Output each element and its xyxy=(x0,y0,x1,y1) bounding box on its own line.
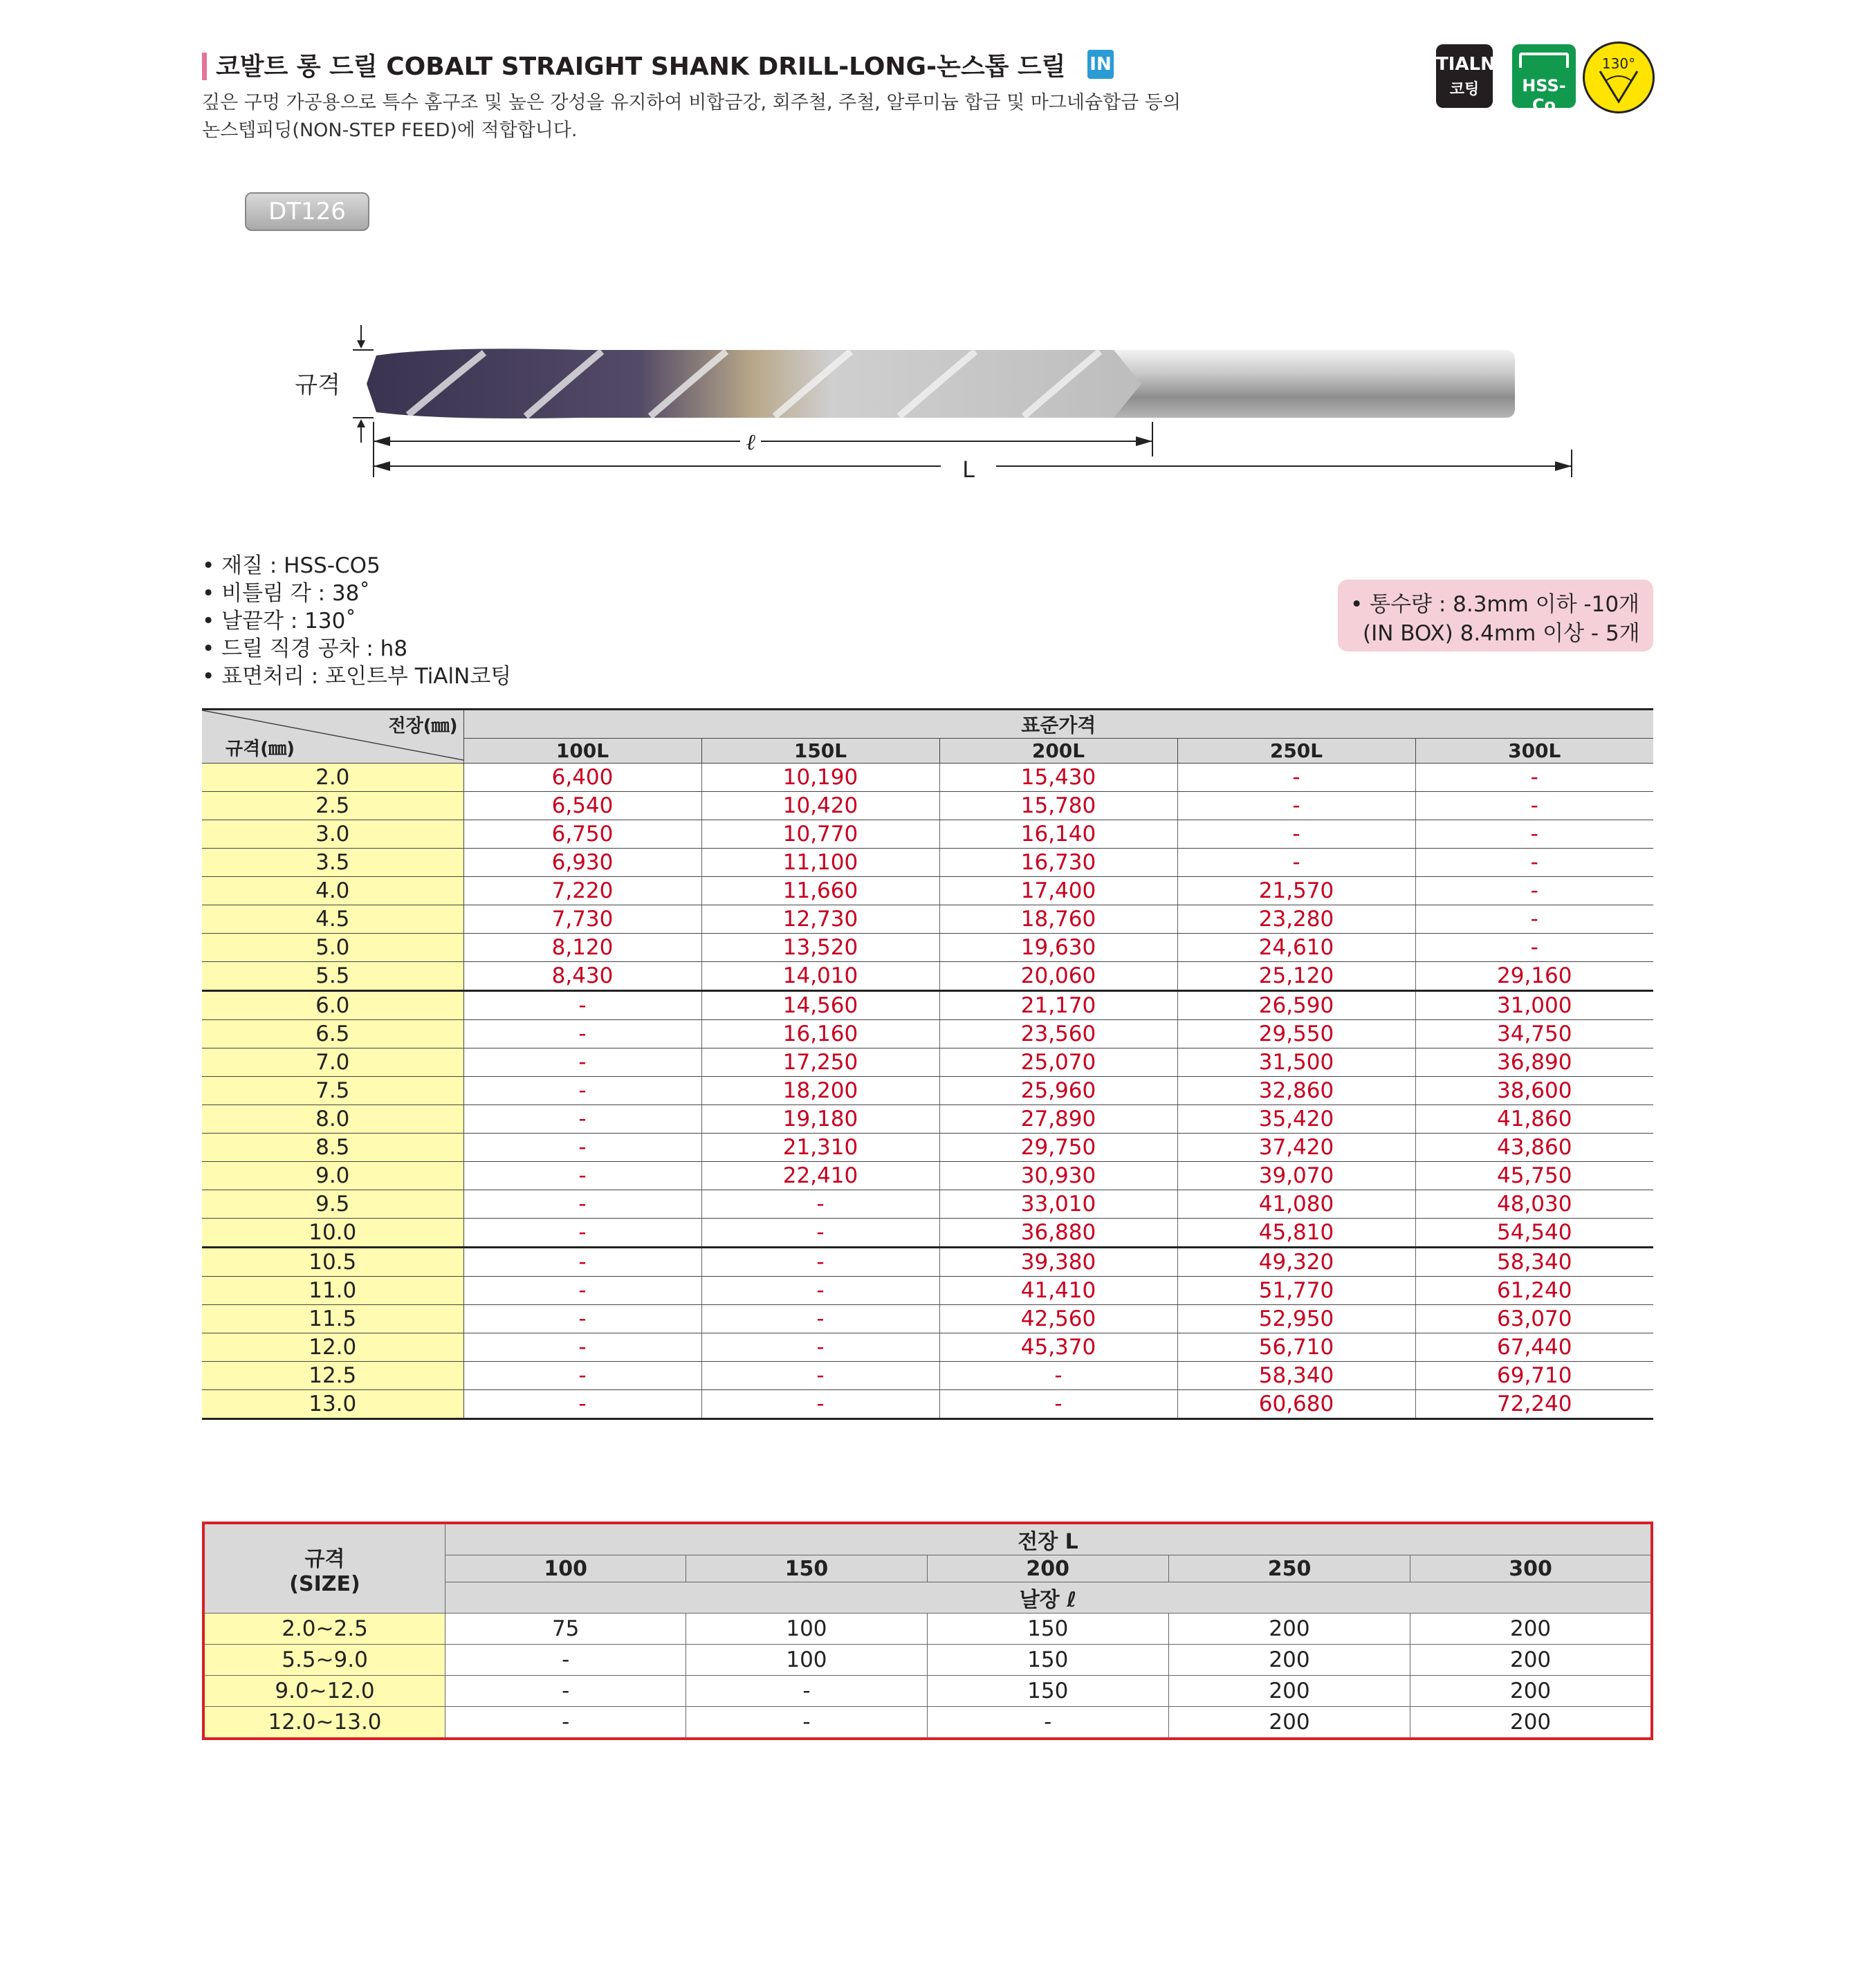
table-row xyxy=(202,1105,1653,1134)
price-cell: 10,420 xyxy=(701,792,939,820)
price-cell: - xyxy=(1415,905,1653,934)
length-column-header: 100 xyxy=(445,1555,686,1582)
table-row xyxy=(202,820,1653,849)
title-accent-bar xyxy=(202,53,207,80)
price-cell: 25,120 xyxy=(1177,962,1415,991)
price-cell: 16,730 xyxy=(939,849,1177,877)
length-table xyxy=(202,1522,1653,1740)
price-cell: - xyxy=(1415,877,1653,905)
spec-tolerance: • 드릴 직경 공차 : h8 xyxy=(202,636,408,661)
corner-length-label: 전장(㎜) xyxy=(388,716,458,737)
size-cell: 12.0 xyxy=(202,1333,463,1362)
packing-line-1: • 통수량 : 8.3mm 이하 -10개 xyxy=(1350,592,1640,617)
price-cell: 34,750 xyxy=(1415,1020,1653,1048)
size-cell: 2.5 xyxy=(202,792,463,820)
standard-price-header: 표준가격 xyxy=(463,710,1653,739)
table-row xyxy=(203,1614,1652,1645)
flute-length-cell: 100 xyxy=(686,1645,927,1676)
price-cell: 60,680 xyxy=(1177,1390,1415,1419)
price-column-header: 300L xyxy=(1415,739,1653,764)
price-cell: 29,750 xyxy=(939,1134,1177,1162)
table-row xyxy=(202,1277,1653,1305)
table-row xyxy=(203,1676,1652,1707)
flute-length-header: 날장 ℓ xyxy=(445,1582,1652,1614)
flute-length-label: ℓ xyxy=(746,429,755,455)
price-cell: 15,780 xyxy=(939,792,1177,820)
flute-length-cell: - xyxy=(686,1676,927,1707)
price-cell: - xyxy=(1177,792,1415,820)
product-code-tag: DT126 xyxy=(245,192,369,231)
flute-length-cell: 200 xyxy=(1410,1707,1652,1739)
flute-length-cell: 150 xyxy=(927,1614,1168,1645)
price-cell: 72,240 xyxy=(1415,1390,1653,1419)
table-row xyxy=(202,877,1653,905)
price-cell: - xyxy=(463,1333,701,1362)
price-cell: - xyxy=(463,1219,701,1248)
length-column-header: 250 xyxy=(1168,1555,1410,1582)
price-cell: 39,380 xyxy=(939,1248,1177,1277)
price-cell: 10,190 xyxy=(701,764,939,792)
size-cell: 6.0 xyxy=(202,991,463,1020)
price-cell: 27,890 xyxy=(939,1105,1177,1134)
price-cell: 14,560 xyxy=(701,991,939,1020)
size-cell: 3.5 xyxy=(202,849,463,877)
price-cell: - xyxy=(463,1134,701,1162)
page-title: 코발트 롱 드릴 COBALT STRAIGHT SHANK DRILL-LONG-논스톱 드릴 xyxy=(216,53,1066,81)
flute-length-cell: 200 xyxy=(1410,1676,1652,1707)
price-cell: 58,340 xyxy=(1415,1248,1653,1277)
price-cell: - xyxy=(1415,820,1653,849)
price-cell: 8,120 xyxy=(463,934,701,962)
size-cell: 9.5 xyxy=(202,1190,463,1219)
price-cell: 31,000 xyxy=(1415,991,1653,1020)
size-header-korean: 규격 xyxy=(304,1546,345,1571)
price-cell: - xyxy=(1415,792,1653,820)
corner-size-label: 규격(㎜) xyxy=(226,739,295,759)
size-cell: 11.5 xyxy=(202,1305,463,1333)
size-cell: 12.5 xyxy=(202,1362,463,1390)
price-cell: - xyxy=(1415,849,1653,877)
spec-surface: • 표면처리 : 포인트부 TiAlN코팅 xyxy=(202,664,512,689)
angle-label: 130° xyxy=(1601,55,1636,72)
total-length-header: 전장 L xyxy=(445,1523,1652,1555)
size-cell: 10.5 xyxy=(202,1248,463,1277)
flute-length-cell: 200 xyxy=(1168,1645,1410,1676)
size-cell: 11.0 xyxy=(202,1277,463,1305)
price-cell: 26,590 xyxy=(1177,991,1415,1020)
table-row xyxy=(202,1305,1653,1333)
price-cell: - xyxy=(701,1190,939,1219)
price-cell: 23,280 xyxy=(1177,905,1415,934)
table-row xyxy=(202,991,1653,1020)
price-cell: 17,250 xyxy=(701,1048,939,1077)
size-cell: 9.0 xyxy=(202,1162,463,1190)
price-cell: - xyxy=(463,1390,701,1419)
description-line-2: 논스텝피딩(NON-STEP FEED)에 적합합니다. xyxy=(202,120,578,141)
price-cell: 23,560 xyxy=(939,1020,1177,1048)
drill-body xyxy=(367,349,1141,418)
price-cell: - xyxy=(701,1219,939,1248)
price-cell: 14,010 xyxy=(701,962,939,991)
price-cell: 13,520 xyxy=(701,934,939,962)
price-cell: 30,930 xyxy=(939,1162,1177,1190)
size-cell: 3.0 xyxy=(202,820,463,849)
price-cell: 6,540 xyxy=(463,792,701,820)
price-cell: 42,560 xyxy=(939,1305,1177,1333)
price-cell: 22,410 xyxy=(701,1162,939,1190)
price-cell: 63,070 xyxy=(1415,1305,1653,1333)
price-column-header: 200L xyxy=(939,739,1177,764)
price-cell: - xyxy=(463,1248,701,1277)
price-cell: - xyxy=(463,1048,701,1077)
drill-shank xyxy=(1107,350,1515,418)
price-cell: 37,420 xyxy=(1177,1134,1415,1162)
price-cell: - xyxy=(1177,764,1415,792)
diameter-label: 규격 xyxy=(295,371,340,399)
length-column-header: 300 xyxy=(1410,1555,1652,1582)
flute-length-cell: 150 xyxy=(927,1676,1168,1707)
price-cell: - xyxy=(701,1362,939,1390)
price-cell: - xyxy=(463,1020,701,1048)
table-row xyxy=(203,1707,1652,1739)
price-cell: 41,410 xyxy=(939,1277,1177,1305)
price-cell: 58,340 xyxy=(1177,1362,1415,1390)
price-cell: - xyxy=(463,1305,701,1333)
flute-length-cell: 200 xyxy=(1168,1676,1410,1707)
table-row xyxy=(202,962,1653,991)
length-column-header: 150 xyxy=(686,1555,927,1582)
price-cell: 7,220 xyxy=(463,877,701,905)
price-cell: 15,430 xyxy=(939,764,1177,792)
spec-point-angle: • 날끝각 : 130˚ xyxy=(202,609,356,634)
price-cell: 29,160 xyxy=(1415,962,1653,991)
price-cell: 54,540 xyxy=(1415,1219,1653,1248)
price-cell: 7,730 xyxy=(463,905,701,934)
price-cell: 67,440 xyxy=(1415,1333,1653,1362)
price-cell: - xyxy=(701,1333,939,1362)
table-row xyxy=(202,1077,1653,1105)
price-cell: 11,100 xyxy=(701,849,939,877)
size-cell: 8.5 xyxy=(202,1134,463,1162)
size-cell: 2.0 xyxy=(202,764,463,792)
table-row xyxy=(202,905,1653,934)
price-cell: - xyxy=(463,1362,701,1390)
tialn-coating-icon xyxy=(1436,44,1496,108)
price-cell: - xyxy=(701,1305,939,1333)
table-row xyxy=(202,1219,1653,1248)
price-cell: 43,860 xyxy=(1415,1134,1653,1162)
flute-length-cell: - xyxy=(445,1676,686,1707)
price-cell: 6,400 xyxy=(463,764,701,792)
flute-length-cell: 75 xyxy=(445,1614,686,1645)
size-cell: 10.0 xyxy=(202,1219,463,1248)
price-cell: 48,030 xyxy=(1415,1190,1653,1219)
price-cell: 21,310 xyxy=(701,1134,939,1162)
table-row xyxy=(202,1020,1653,1048)
table-row xyxy=(202,764,1653,792)
price-cell: 49,320 xyxy=(1177,1248,1415,1277)
price-cell: 69,710 xyxy=(1415,1362,1653,1390)
price-cell: 6,750 xyxy=(463,820,701,849)
flute-length-cell: - xyxy=(686,1707,927,1739)
price-cell: - xyxy=(463,1162,701,1190)
price-cell: 39,070 xyxy=(1177,1162,1415,1190)
size-header xyxy=(203,1523,445,1614)
table-row xyxy=(202,792,1653,820)
price-cell: 56,710 xyxy=(1177,1333,1415,1362)
price-cell: 11,660 xyxy=(701,877,939,905)
total-length-label: L xyxy=(962,456,975,483)
price-cell: 18,760 xyxy=(939,905,1177,934)
price-cell: 32,860 xyxy=(1177,1077,1415,1105)
size-range-cell: 12.0~13.0 xyxy=(203,1707,445,1739)
table-row xyxy=(202,1248,1653,1277)
flute-length-cell: 100 xyxy=(686,1614,927,1645)
price-cell: 25,070 xyxy=(939,1048,1177,1077)
price-cell: 25,960 xyxy=(939,1077,1177,1105)
drill-drawing xyxy=(295,318,1591,498)
price-cell: - xyxy=(463,1190,701,1219)
in-badge: IN xyxy=(1087,50,1114,79)
price-cell: 16,140 xyxy=(939,820,1177,849)
size-cell: 5.0 xyxy=(202,934,463,962)
flute-length-cell: - xyxy=(445,1707,686,1739)
length-column-header: 200 xyxy=(927,1555,1168,1582)
price-table-corner xyxy=(202,710,463,764)
table-row xyxy=(202,1190,1653,1219)
table-row xyxy=(203,1645,1652,1676)
price-table xyxy=(202,708,1653,1420)
price-cell: 21,170 xyxy=(939,991,1177,1020)
price-cell: 18,200 xyxy=(701,1077,939,1105)
price-cell: 20,060 xyxy=(939,962,1177,991)
table-row xyxy=(202,1134,1653,1162)
price-cell: 41,860 xyxy=(1415,1105,1653,1134)
price-cell: 24,610 xyxy=(1177,934,1415,962)
price-cell: - xyxy=(701,1277,939,1305)
price-cell: - xyxy=(1415,764,1653,792)
flute-length-cell: 200 xyxy=(1410,1614,1652,1645)
size-cell: 7.0 xyxy=(202,1048,463,1077)
size-cell: 5.5 xyxy=(202,962,463,991)
price-cell: 35,420 xyxy=(1177,1105,1415,1134)
packing-info xyxy=(1338,580,1653,651)
size-cell: 8.0 xyxy=(202,1105,463,1134)
price-cell: - xyxy=(1177,849,1415,877)
price-cell: 17,400 xyxy=(939,877,1177,905)
flute-length-cell: 200 xyxy=(1168,1614,1410,1645)
price-cell: 19,180 xyxy=(701,1105,939,1134)
flute-length-cell: 150 xyxy=(927,1645,1168,1676)
price-cell: 8,430 xyxy=(463,962,701,991)
coating-label: 코팅 xyxy=(1449,81,1480,98)
price-column-header: 100L xyxy=(463,739,701,764)
price-cell: 51,770 xyxy=(1177,1277,1415,1305)
table-row xyxy=(202,1390,1653,1419)
hss-co-icon xyxy=(1512,44,1576,115)
price-cell: 45,810 xyxy=(1177,1219,1415,1248)
table-row xyxy=(202,1048,1653,1077)
flute-length-cell: 200 xyxy=(1168,1707,1410,1739)
table-row xyxy=(202,1333,1653,1362)
table-row xyxy=(202,934,1653,962)
price-cell: 36,890 xyxy=(1415,1048,1653,1077)
price-cell: 38,600 xyxy=(1415,1077,1653,1105)
table-row xyxy=(202,1362,1653,1390)
price-cell: 52,950 xyxy=(1177,1305,1415,1333)
price-cell: - xyxy=(463,1277,701,1305)
size-range-cell: 9.0~12.0 xyxy=(203,1676,445,1707)
price-cell: 36,880 xyxy=(939,1219,1177,1248)
price-cell: 6,930 xyxy=(463,849,701,877)
price-cell: - xyxy=(701,1248,939,1277)
price-cell: - xyxy=(939,1390,1177,1419)
table-row xyxy=(202,1162,1653,1190)
price-cell: 33,010 xyxy=(939,1190,1177,1219)
size-cell: 4.5 xyxy=(202,905,463,934)
size-cell: 4.0 xyxy=(202,877,463,905)
price-cell: 21,570 xyxy=(1177,877,1415,905)
price-cell: 10,770 xyxy=(701,820,939,849)
spec-material: • 재질 : HSS-CO5 xyxy=(202,553,380,578)
flute-length-cell: - xyxy=(445,1645,686,1676)
price-cell: - xyxy=(1177,820,1415,849)
flute-length-cell: 200 xyxy=(1410,1645,1652,1676)
price-cell: - xyxy=(701,1390,939,1419)
description-line-1: 깊은 구멍 가공용으로 특수 홈구조 및 높은 강성을 유지하여 비합금강, 회주철, 주철, 알루미늄 합금 및 마그네슘합금 등의 xyxy=(202,92,1181,113)
hss-co-label: HSS-Co xyxy=(1522,76,1566,115)
price-cell: 12,730 xyxy=(701,905,939,934)
price-column-header: 150L xyxy=(701,739,939,764)
price-cell: - xyxy=(463,1077,701,1105)
price-cell: - xyxy=(463,1105,701,1134)
price-cell: 29,550 xyxy=(1177,1020,1415,1048)
price-cell: 16,160 xyxy=(701,1020,939,1048)
size-range-cell: 5.5~9.0 xyxy=(203,1645,445,1676)
tialn-label: TIALN xyxy=(1436,54,1496,75)
table-row xyxy=(202,849,1653,877)
price-cell: - xyxy=(939,1362,1177,1390)
size-cell: 7.5 xyxy=(202,1077,463,1105)
price-cell: 45,750 xyxy=(1415,1162,1653,1190)
point-angle-icon xyxy=(1583,41,1655,113)
size-range-cell: 2.0~2.5 xyxy=(203,1614,445,1645)
price-cell: 45,370 xyxy=(939,1333,1177,1362)
flute-length-cell: - xyxy=(927,1707,1168,1739)
packing-line-2: (IN BOX) 8.4mm 이상 - 5개 xyxy=(1363,621,1640,646)
spec-helix-angle: • 비틀림 각 : 38˚ xyxy=(202,581,370,606)
size-cell: 13.0 xyxy=(202,1390,463,1419)
price-cell: - xyxy=(1415,934,1653,962)
price-cell: 19,630 xyxy=(939,934,1177,962)
price-column-header: 250L xyxy=(1177,739,1415,764)
price-cell: 61,240 xyxy=(1415,1277,1653,1305)
price-cell: 31,500 xyxy=(1177,1048,1415,1077)
size-cell: 6.5 xyxy=(202,1020,463,1048)
price-cell: 41,080 xyxy=(1177,1190,1415,1219)
price-cell: - xyxy=(463,991,701,1020)
size-header-english: (SIZE) xyxy=(289,1571,360,1596)
